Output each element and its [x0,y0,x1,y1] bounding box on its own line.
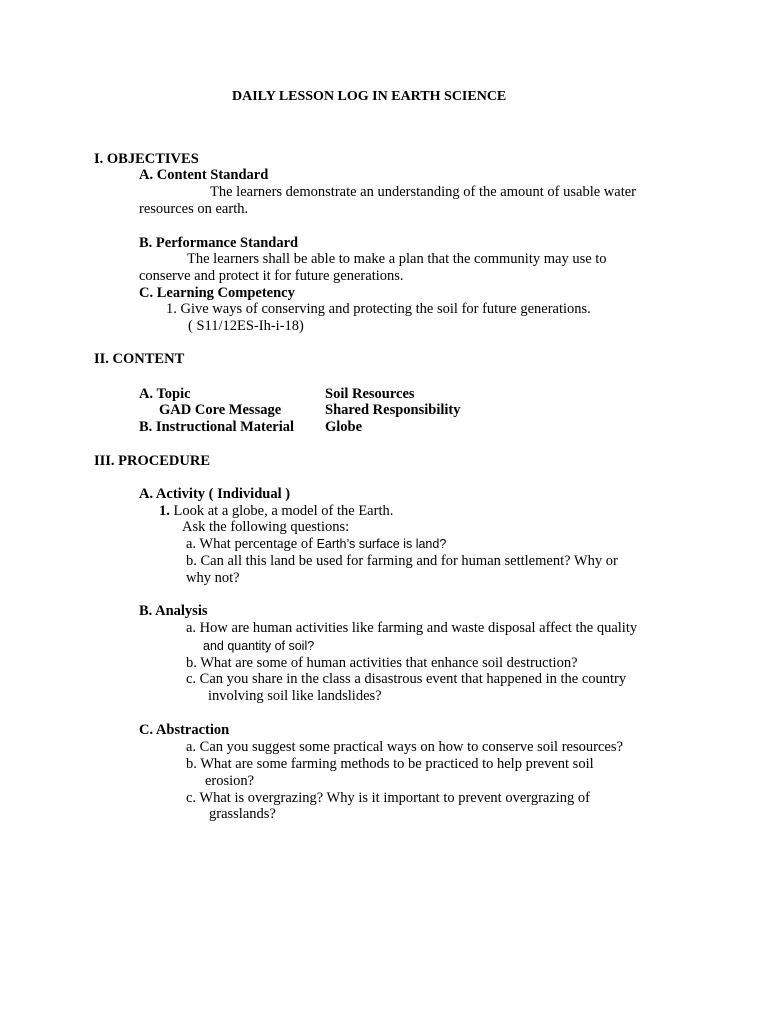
abstraction-question-b-cont: erosion? [205,773,255,789]
abstraction-question-b: b. What are some farming methods to be practiced to help prevent soil [186,756,594,772]
material-value: Globe [325,419,363,435]
abstraction-question-c-cont: grasslands? [209,806,276,822]
document-title: DAILY LESSON LOG IN EARTH SCIENCE [232,89,507,104]
performance-standard-heading: B. Performance Standard [139,235,299,251]
activity-heading: A. Activity ( Individual ) [139,486,291,502]
abstraction-heading: C. Abstraction [139,722,230,738]
activity-item [159,503,393,520]
activity-question-a [186,536,446,553]
content-standard-text: The learners demonstrate an understanding of the amount of usable water [210,184,636,200]
learning-competency-item: 1. Give ways of conserving and protecting the soil for future generations. [166,301,591,317]
performance-standard-text: The learners shall be able to make a plan that the community may use to [187,251,607,267]
analysis-question-b: b. What are some of human activities that enhance soil destruction? [186,655,578,671]
analysis-question-a-cont: and quantity of soil? [203,639,315,653]
topic-label: A. Topic [139,386,191,402]
analysis-question-a: a. How are human activities like farming and waste disposal affect the quality [186,620,638,636]
performance-standard-text-cont: conserve and protect it for future generations. [139,268,404,284]
activity-ask: Ask the following questions: [182,519,350,535]
learning-competency-heading: C. Learning Competency [139,285,295,301]
activity-question-b-cont: why not? [186,570,240,586]
gad-value: Shared Responsibility [325,402,461,418]
learning-competency-code: ( S11/12ES-Ih-i-18) [188,318,304,334]
activity-question-a-end: Earth’s surface is land? [316,537,447,551]
activity-question-b: b. Can all this land be used for farming and for human settlement? Why or [186,553,618,569]
gad-label: GAD Core Message [159,402,282,418]
activity-question-a-start: a. What percentage of [186,536,317,552]
objectives-heading: I. OBJECTIVES [94,151,199,167]
activity-item-number: 1. [159,503,170,519]
content-standard-heading: A. Content Standard [139,167,269,183]
content-standard-text-cont: resources on earth. [139,201,249,217]
material-label: B. Instructional Material [139,419,295,435]
activity-item-text: Look at a globe, a model of the Earth. [173,503,394,519]
analysis-heading: B. Analysis [139,603,208,619]
analysis-question-c-cont: involving soil like landslides? [208,688,382,704]
abstraction-question-a: a. Can you suggest some practical ways on how to conserve soil resources? [186,739,623,755]
content-heading: II. CONTENT [94,351,185,367]
abstraction-question-c: c. What is overgrazing? Why is it important to prevent overgrazing of [186,790,591,806]
topic-value: Soil Resources [325,386,415,402]
procedure-heading: III. PROCEDURE [94,453,211,469]
analysis-question-c: c. Can you share in the class a disastrous event that happened in the country [186,671,627,687]
